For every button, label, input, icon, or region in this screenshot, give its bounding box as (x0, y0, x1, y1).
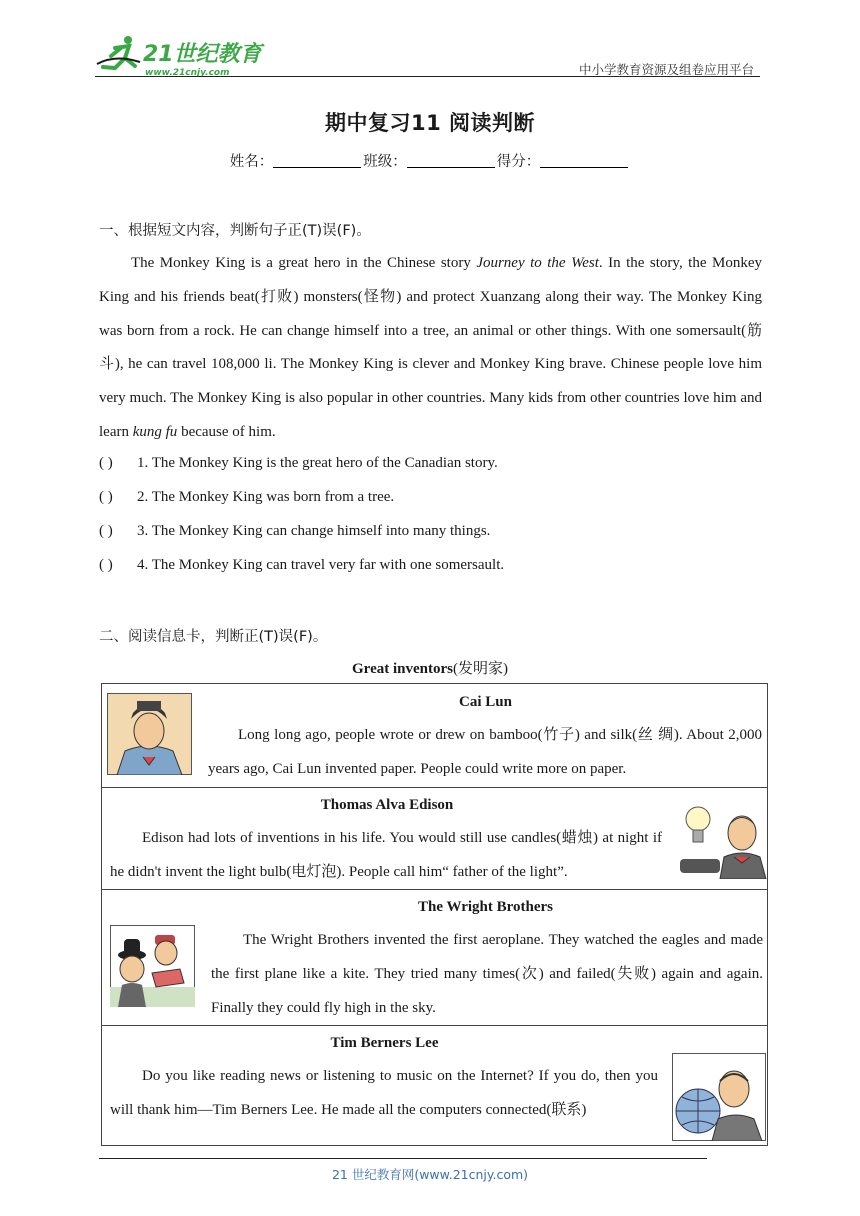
table-title: Great inventors(发明家) (352, 661, 508, 677)
answer-blank[interactable]: ( ) (99, 523, 113, 539)
card-name: Cai Lun (459, 694, 512, 710)
card-cai-lun (102, 684, 767, 788)
score-blank[interactable] (540, 153, 628, 168)
footer: 21 世纪教育网(www.21cnjy.com) (331, 1167, 529, 1182)
answer-blank[interactable]: ( ) (99, 557, 113, 573)
card-name: The Wright Brothers (417, 899, 553, 915)
card-edison (102, 787, 767, 890)
page-header (95, 34, 760, 80)
score-label: 得分： (496, 154, 541, 170)
card-tim-berners-lee (102, 1025, 767, 1145)
class-blank[interactable] (407, 153, 495, 168)
tim-berners-lee-portrait-icon (672, 1053, 766, 1141)
question-4: ( ) 4. The Monkey King can travel very far with one somersault. (99, 557, 505, 573)
card-text: Long long ago, people wrote or drew on bamboo(竹子) and silk(丝 绸). About 2,000 years ago, Cai Lun invented paper. People could write more on paper. (208, 727, 762, 777)
page-title: 期中复习11 阅读判断 (324, 111, 536, 135)
student-info (0, 150, 860, 171)
class-label: 班级： (363, 154, 407, 170)
card-text: Do you like reading news or listening to music on the Internet? If you do, then you will thank him—Tim Berners Lee. He made all the computers connected(联系) (110, 1068, 658, 1118)
footer-divider (99, 1158, 707, 1159)
section2-heading: 二、阅读信息卡，判断正(T)误(F)。 (99, 629, 328, 645)
reading-passage: The Monkey King is a great hero in the Chinese story Journey to the West. In the story, the Monkey King and his friends beat(打败) monsters(怪物) and protect Xuanzang along their way. The Monkey King was born from a rock. He can change himself into a tree, an animal or other things. With one somersault(筋斗), he can travel 108,000 li. The Monkey King is clever and Monkey King brave. Chinese people love him very much. The Monkey King is also popular in other countries. Many kids from other countries love him and learn kung fu because of him. (99, 255, 762, 440)
card-wright-brothers (102, 889, 767, 1026)
runner-icon (97, 36, 140, 68)
answer-blank[interactable]: ( ) (99, 455, 113, 471)
svg-text:www.21cnjy.com: www.21cnjy.com (145, 68, 230, 78)
svg-text:21世纪教育: 21世纪教育 (143, 42, 262, 67)
header-divider (95, 76, 760, 77)
platform-name: 中小学教育资源及组卷应用平台 (578, 62, 754, 77)
question-2: ( ) 2. The Monkey King was born from a tree. (99, 489, 395, 505)
inventors-table (101, 683, 768, 1146)
question-3: ( ) 3. The Monkey King can change himself into many things. (99, 523, 491, 539)
section1-heading: 一、根据短文内容，判断句子正(T)误(F)。 (99, 223, 371, 239)
card-name: Tim Berners Lee (330, 1035, 439, 1051)
card-name: Thomas Alva Edison (320, 797, 454, 813)
answer-blank[interactable]: ( ) (99, 489, 113, 505)
edison-portrait-icon (676, 797, 768, 879)
logo (95, 34, 265, 78)
name-label: 姓名： (229, 154, 274, 170)
card-text: The Wright Brothers invented the first aeroplane. They watched the eagles and made the first plane like a kite. They tried many times(次) and failed(失败) again and again. Finally they could fly high in the sky. (211, 932, 763, 1016)
card-text: Edison had lots of inventions in his life. You would still use candles(蜡烛) at night if he didn't invent the light bulb(电灯泡). People call him“ father of the light”. (110, 830, 662, 880)
wright-brothers-picture-icon (110, 925, 195, 1007)
name-blank[interactable] (273, 153, 361, 168)
question-1: ( ) 1. The Monkey King is the great hero of the Canadian story. (99, 455, 498, 471)
